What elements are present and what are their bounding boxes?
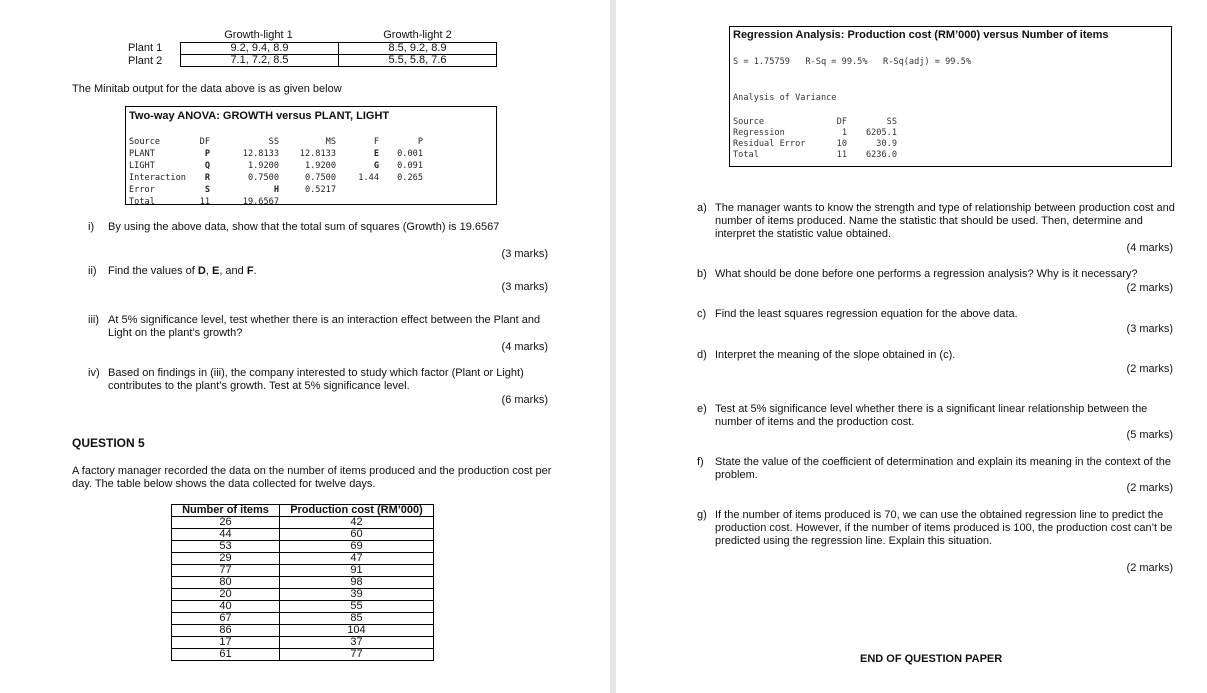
anova-row-source: LIGHT — [129, 161, 155, 171]
growth-cell: 9.2, 9.4, 8.9 — [181, 43, 339, 55]
question-marks: (6 marks) — [501, 394, 548, 406]
items-cell: 17 — [172, 637, 280, 649]
anova-cell: G — [373, 161, 379, 171]
anova-header-ms: MS — [325, 137, 336, 147]
question-number: d) — [697, 349, 707, 361]
question-marks: (4 marks) — [501, 341, 548, 353]
text-part: F — [246, 265, 254, 277]
items-header: Number of items — [172, 505, 280, 517]
table-row — [172, 541, 434, 553]
anova-cell: 19.6567 — [242, 197, 279, 204]
anova-row-source: PLANT — [129, 149, 155, 159]
question-number: ii) — [88, 265, 97, 277]
anova-cell: 0.001 — [397, 149, 423, 159]
question-text: Test at 5% significance level whether there is a significant linear relationship between the number of items and the production cost. — [715, 403, 1148, 428]
regression-header-ss: SS — [886, 117, 897, 127]
items-cell: 40 — [172, 601, 280, 613]
cost-cell: 91 — [280, 565, 434, 577]
question-text: The manager wants to know the strength and type of relationship between production cost and number of items produced. Name the statistic that should be used. Then, determine and interpret the statistic value obtained. — [715, 202, 1175, 240]
anova-output-box — [125, 106, 497, 205]
analysis-of-variance-label: Analysis of Variance — [733, 93, 837, 103]
growth-light-1-header: Growth-light 1 — [224, 29, 293, 41]
anova-cell: 0.5217 — [304, 185, 336, 195]
question-text: State the value of the coefficient of determination and explain its meaning in the context of the problem. — [715, 456, 1171, 481]
cost-header: Production cost (RM’000) — [280, 505, 434, 517]
question-text: Based on findings in (iii), the company interested to study which factor (Plant or Light) contributes to the plant’s growth. Test at 5% significance level. — [108, 367, 524, 392]
question-marks: (4 marks) — [1126, 242, 1173, 254]
question-text: Interpret the meaning of the slope obtained in (c). — [715, 349, 956, 361]
items-cell: 61 — [172, 649, 280, 661]
items-cell: 77 — [172, 565, 280, 577]
question-text: At 5% significance level, test whether there is an interaction effect between the Plant and Light on the plant’s growth? — [108, 314, 541, 339]
table-row — [172, 601, 434, 613]
text-part: Find the values of — [108, 265, 198, 277]
regression-cell: 10 — [836, 139, 847, 149]
question-5-heading: QUESTION 5 — [72, 436, 145, 450]
regression-header-source: Source — [733, 117, 765, 127]
cost-cell: 42 — [280, 517, 434, 529]
question-marks: (3 marks) — [501, 281, 548, 293]
anova-cell: 11 — [199, 197, 210, 204]
table-row — [172, 529, 434, 541]
text-part: E — [211, 265, 220, 277]
question-text: By using the above data, show that the total sum of squares (Growth) is 19.6567 — [108, 221, 500, 233]
question-marks: (2 marks) — [1126, 482, 1173, 494]
question-5-intro: A factory manager recorded the data on the number of items produced and the production cost per day. The table below shows the data collected for twelve days. — [72, 465, 552, 490]
question-number: c) — [697, 308, 707, 320]
question-number: i) — [88, 221, 95, 233]
anova-title: Two-way ANOVA: GROWTH versus PLANT, LIGHT — [129, 110, 390, 122]
question-marks: (3 marks) — [1126, 323, 1173, 335]
anova-cell: P — [204, 149, 210, 159]
table-row — [172, 553, 434, 565]
regression-header-df: DF — [836, 117, 847, 127]
anova-cell: 1.44 — [358, 173, 379, 183]
regression-output-box — [729, 26, 1172, 167]
question-marks: (2 marks) — [1126, 282, 1173, 294]
anova-cell: 0.091 — [397, 161, 423, 171]
growth-table — [180, 42, 497, 67]
cost-cell: 60 — [280, 529, 434, 541]
anova-cell: 1.9200 — [247, 161, 279, 171]
cost-cell: 85 — [280, 613, 434, 625]
question-marks: (5 marks) — [1126, 429, 1173, 441]
question-marks: (2 marks) — [1126, 363, 1173, 375]
items-cell: 67 — [172, 613, 280, 625]
plant-2-label: Plant 2 — [128, 55, 163, 67]
text-part: . — [253, 265, 257, 277]
table-row — [172, 577, 434, 589]
items-cell: 20 — [172, 589, 280, 601]
question-number: g) — [697, 509, 707, 521]
minitab-intro: The Minitab output for the data above is as given below — [72, 83, 342, 95]
growth-cell: 7.1, 7.2, 8.5 — [181, 55, 339, 67]
anova-cell: 1.9200 — [304, 161, 336, 171]
question-number: b) — [697, 268, 707, 280]
question-number: f) — [697, 456, 704, 468]
anova-cell: Q — [204, 161, 210, 171]
question-marks: (2 marks) — [1126, 562, 1173, 574]
anova-cell: H — [273, 185, 279, 195]
cost-cell: 55 — [280, 601, 434, 613]
regression-cell: 6236.0 — [865, 150, 897, 160]
anova-row-source: Error — [129, 185, 155, 195]
regression-row-source: Residual Error — [733, 139, 806, 149]
question-number: iv) — [88, 367, 100, 379]
growth-cell: 8.5, 9.2, 8.9 — [339, 43, 497, 55]
question-text — [108, 265, 548, 278]
regression-cell: 11 — [836, 150, 847, 160]
question-number: a) — [697, 202, 707, 214]
anova-cell: S — [204, 185, 210, 195]
cost-cell: 98 — [280, 577, 434, 589]
regression-stats: S = 1.75759 R-Sq = 99.5% R-Sq(adj) = 99.5% — [733, 57, 971, 67]
table-row — [172, 589, 434, 601]
anova-cell: E — [373, 149, 379, 159]
cost-cell: 39 — [280, 589, 434, 601]
cost-cell: 37 — [280, 637, 434, 649]
anova-header-p: P — [417, 137, 423, 147]
regression-cell: 1 — [841, 128, 847, 138]
table-row — [172, 613, 434, 625]
anova-header-source: Source — [129, 137, 161, 147]
anova-cell: R — [204, 173, 210, 183]
regression-cell: 30.9 — [876, 139, 897, 149]
anova-cell: 0.7500 — [304, 173, 336, 183]
items-cost-table — [171, 504, 434, 661]
question-marks: (3 marks) — [501, 248, 548, 260]
cost-cell: 69 — [280, 541, 434, 553]
table-row — [172, 649, 434, 661]
items-cell: 44 — [172, 529, 280, 541]
question-text: What should be done before one performs a regression analysis? Why is it necessary? — [715, 268, 1138, 280]
end-of-paper: END OF QUESTION PAPER — [860, 653, 1003, 665]
text-part: , and — [219, 265, 247, 277]
regression-output — [730, 27, 1171, 166]
anova-row-source: Total — [129, 197, 155, 204]
text-part: D — [197, 265, 206, 277]
table-row — [172, 565, 434, 577]
question-text: If the number of items produced is 70, we can use the obtained regression line to predict the production cost. However, if the number of items produced is 100, the production cost can’t be predicted using the regression line. Explain this situation. — [715, 509, 1173, 547]
question-text: Find the least squares regression equation for the above data. — [715, 308, 1018, 320]
right-page — [616, 0, 1207, 693]
regression-title: Regression Analysis: Production cost (RM’000) versus Number of items — [733, 29, 1109, 41]
table-row — [172, 625, 434, 637]
anova-cell: 12.8133 — [242, 149, 279, 159]
cost-cell: 47 — [280, 553, 434, 565]
question-number: e) — [697, 403, 707, 415]
items-cell: 80 — [172, 577, 280, 589]
anova-cell: 0.265 — [397, 173, 423, 183]
regression-row-source: Regression — [733, 128, 785, 138]
items-cell: 53 — [172, 541, 280, 553]
anova-table — [126, 107, 496, 204]
growth-cell: 5.5, 5.8, 7.6 — [339, 55, 497, 67]
anova-cell: 0.7500 — [247, 173, 279, 183]
cost-cell: 77 — [280, 649, 434, 661]
items-cell: 86 — [172, 625, 280, 637]
anova-header-ss: SS — [268, 137, 279, 147]
cost-cell: 104 — [280, 625, 434, 637]
anova-header-f: F — [373, 137, 379, 147]
items-cell: 26 — [172, 517, 280, 529]
plant-1-label: Plant 1 — [128, 42, 163, 54]
items-cell: 29 — [172, 553, 280, 565]
table-row — [172, 517, 434, 529]
anova-row-source: Interaction — [129, 173, 186, 183]
anova-header-df: DF — [199, 137, 210, 147]
text-part: , — [205, 265, 212, 277]
question-number: iii) — [88, 314, 99, 326]
growth-light-2-header: Growth-light 2 — [383, 29, 452, 41]
table-row — [172, 637, 434, 649]
anova-cell: 12.8133 — [299, 149, 336, 159]
regression-row-source: Total — [733, 150, 759, 160]
regression-cell: 6205.1 — [865, 128, 897, 138]
